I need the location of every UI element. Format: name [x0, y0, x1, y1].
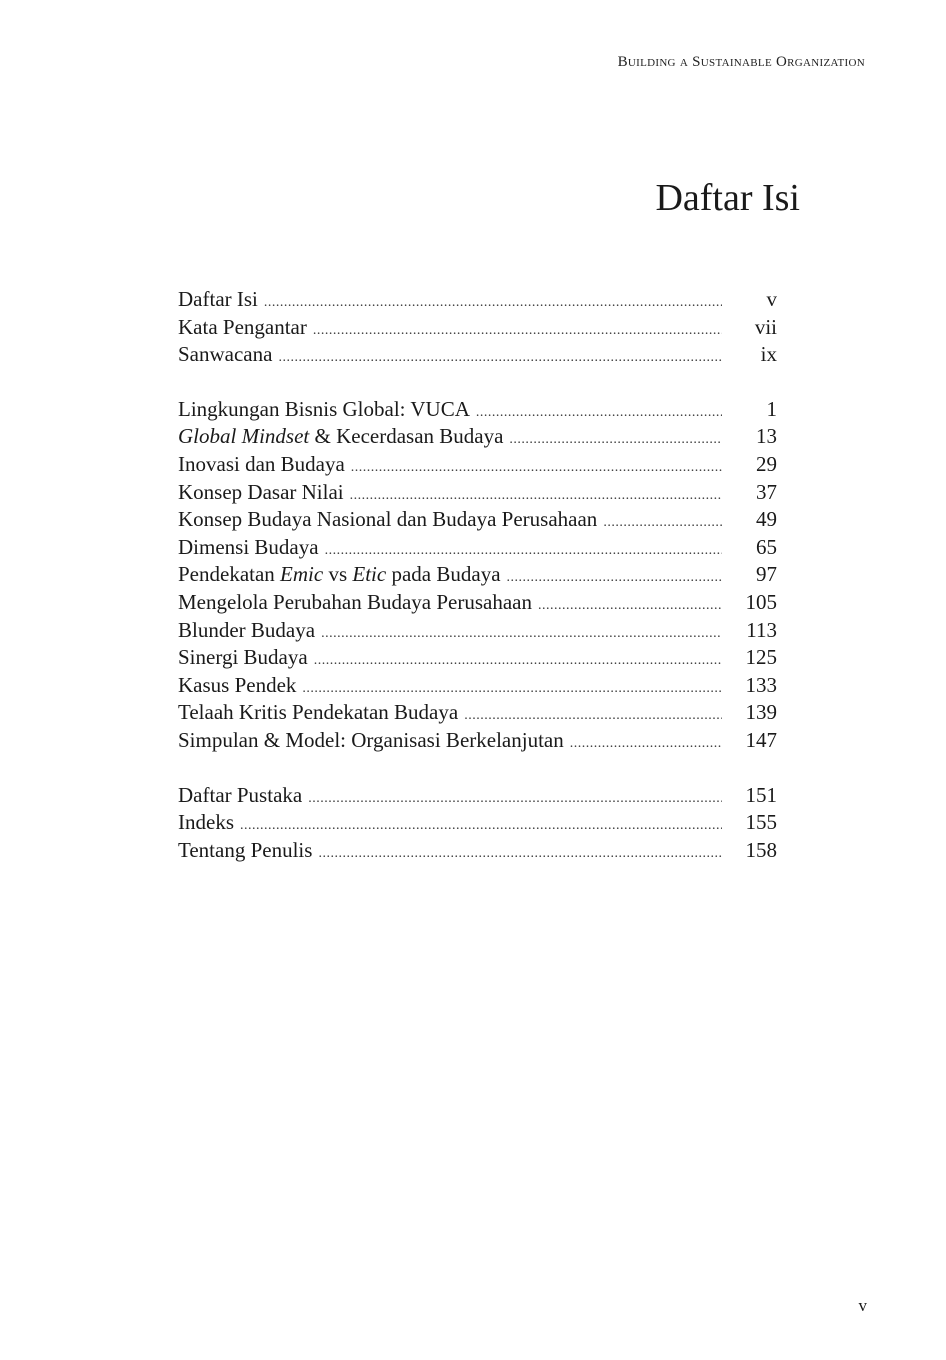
toc-entry-title-part: Kata Pengantar — [178, 314, 307, 339]
toc-entry-page-number: 37 — [756, 479, 777, 504]
toc-dot-leader — [240, 818, 722, 834]
toc-entry-title-part: Lingkungan Bisnis Global: VUCA — [178, 396, 470, 421]
toc-dot-leader — [476, 405, 722, 421]
toc-entry-page-number: 113 — [746, 617, 777, 642]
toc-entry[interactable] — [178, 783, 777, 811]
toc-entry-page-number: 97 — [756, 562, 777, 587]
toc-entry-page-number: ix — [760, 342, 777, 367]
toc-entry-page-number: vii — [754, 314, 777, 339]
toc-entry-page-number: 29 — [756, 451, 777, 476]
toc-entry[interactable] — [178, 562, 777, 590]
toc-entry[interactable] — [178, 810, 777, 838]
toc-dot-leader — [318, 846, 722, 862]
toc-dot-leader — [314, 653, 722, 669]
toc-entry-title — [178, 728, 570, 753]
toc-entry-title — [178, 535, 325, 560]
toc-entry-title-part: Konsep Dasar Nilai — [178, 479, 344, 504]
toc-entry-title-part: Konsep Budaya Nasional dan Budaya Perusahaan — [178, 507, 598, 532]
toc-entry-title-part: Pendekatan — [178, 562, 281, 587]
toc-entry-page-number: 65 — [756, 534, 777, 559]
toc-entry-page-number: 13 — [756, 424, 777, 449]
toc-entry-title — [178, 507, 603, 532]
toc-entry-title — [178, 480, 350, 505]
toc-group-front-matter — [178, 287, 777, 370]
toc-entry[interactable] — [178, 838, 777, 866]
toc-entry-title-part: Blunder Budaya — [178, 617, 316, 642]
toc-entry-page-number: 125 — [745, 645, 777, 670]
toc-entry-title-part: Mengelola Perubahan Budaya Perusahaan — [178, 589, 532, 614]
toc-entry-title — [178, 700, 464, 725]
toc-dot-leader — [350, 488, 722, 504]
toc-entry[interactable] — [178, 424, 777, 452]
toc-entry-title — [178, 342, 278, 367]
toc-dot-leader — [351, 460, 722, 476]
toc-entry-title-part: Tentang Penulis — [178, 837, 313, 862]
toc-entry-title-part: Daftar Pustaka — [178, 782, 303, 807]
toc-entry-title-part: & Kecerdasan Budaya — [309, 424, 504, 449]
toc-entry-title — [178, 562, 507, 587]
toc-group-chapters — [178, 397, 777, 756]
toc-entry[interactable] — [178, 287, 777, 315]
toc-entry-title — [178, 838, 318, 863]
toc-entry-title-part: pada Budaya — [386, 562, 501, 587]
page-title: Daftar Isi — [655, 177, 800, 219]
toc-entry-title-part: Sinergi Budaya — [178, 645, 308, 670]
toc-entry-title-part: Simpulan & Model: Organisasi Berkelanjutan — [178, 727, 564, 752]
toc-dot-leader — [308, 791, 722, 807]
toc-entry-page-number: 49 — [756, 507, 777, 532]
toc-entry-title-part: Telaah Kritis Pendekatan Budaya — [178, 700, 459, 725]
toc-entry-page-number: v — [766, 287, 777, 311]
toc-entry-title — [178, 673, 302, 698]
toc-entry-title — [178, 287, 264, 312]
toc-entry[interactable] — [178, 452, 777, 480]
toc-dot-leader — [321, 626, 722, 642]
toc-entry[interactable] — [178, 397, 777, 425]
toc-entry[interactable] — [178, 590, 777, 618]
toc-entry-title — [178, 645, 314, 670]
toc-entry[interactable] — [178, 673, 777, 701]
toc-dot-leader — [464, 708, 722, 724]
toc-entry-title-italic-part: Emic — [280, 562, 324, 587]
toc-entry-title — [178, 618, 321, 643]
toc-entry-title-part: Inovasi dan Budaya — [178, 451, 345, 476]
toc-entry[interactable] — [178, 480, 777, 508]
toc-entry-title — [178, 424, 509, 449]
toc-entry[interactable] — [178, 618, 777, 646]
toc-entry-title-part: Indeks — [178, 810, 234, 835]
toc-entry-title-part: Sanwacana — [178, 342, 273, 367]
toc-entry-title — [178, 452, 351, 477]
toc-entry[interactable] — [178, 507, 777, 535]
toc-entry-title — [178, 783, 308, 808]
toc-entry-page-number: 133 — [745, 672, 777, 697]
toc-entry[interactable] — [178, 535, 777, 563]
toc-dot-leader — [509, 432, 722, 448]
toc-entry-page-number: 105 — [745, 589, 777, 614]
toc-entry[interactable] — [178, 645, 777, 673]
toc-dot-leader — [302, 681, 722, 697]
toc-dot-leader — [278, 350, 722, 366]
toc-entry-page-number: 158 — [745, 837, 777, 862]
toc-entry[interactable] — [178, 315, 777, 343]
toc-entry-title — [178, 397, 476, 422]
toc-entry-title-italic-part: Global Mindset — [178, 424, 310, 449]
toc-entry-title — [178, 590, 538, 615]
toc-entry-page-number: 139 — [745, 700, 777, 725]
toc-entry-title-part: Kasus Pendek — [178, 672, 297, 697]
toc-entry-page-number: 151 — [745, 782, 777, 807]
toc-entry[interactable] — [178, 342, 777, 370]
toc-dot-leader — [570, 736, 722, 752]
toc-entry-title-part: vs — [323, 562, 353, 587]
toc-entry[interactable] — [178, 728, 777, 756]
toc-entry-title — [178, 315, 313, 340]
toc-dot-leader — [507, 570, 722, 586]
toc-entry-title-part: Daftar Isi — [178, 287, 258, 311]
toc-entry-title-italic-part: Etic — [352, 562, 387, 587]
toc-dot-leader — [603, 515, 722, 531]
page-number: v — [858, 1296, 867, 1315]
toc-entry[interactable] — [178, 700, 777, 728]
toc-entry-title — [178, 810, 240, 835]
toc-dot-leader — [313, 323, 722, 339]
running-header: Building a Sustainable Organization — [617, 54, 865, 70]
toc-group-back-matter — [178, 783, 777, 866]
table-of-contents — [178, 287, 777, 892]
toc-entry-page-number: 147 — [745, 727, 777, 752]
toc-dot-leader — [325, 543, 722, 559]
toc-entry-page-number: 155 — [745, 810, 777, 835]
toc-entry-title-part: Dimensi Budaya — [178, 534, 319, 559]
toc-dot-leader — [538, 598, 722, 614]
toc-dot-leader — [264, 295, 722, 311]
toc-entry-page-number: 1 — [766, 396, 777, 421]
